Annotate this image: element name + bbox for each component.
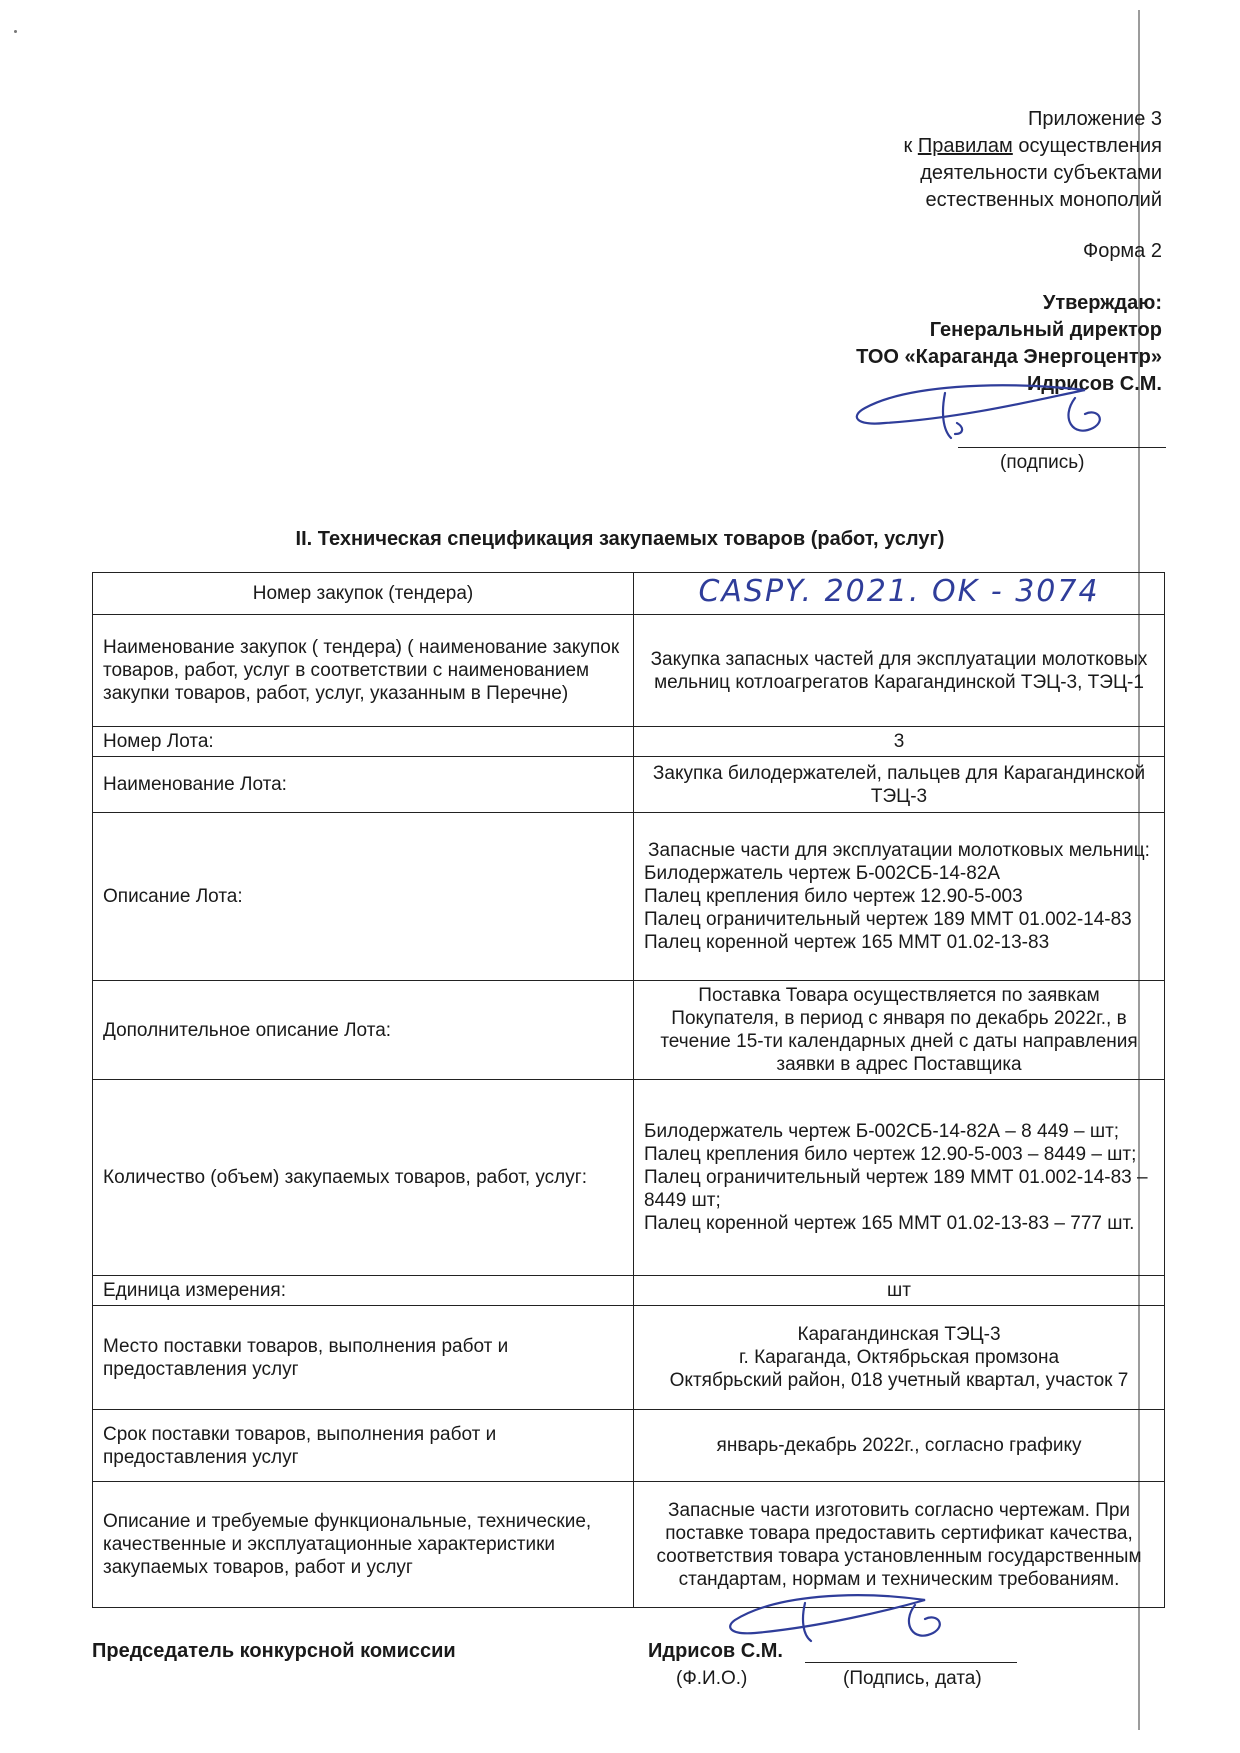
table-row	[93, 573, 1165, 615]
quantity-line: Палец ограничительный чертеж 189 ММТ 01.002-14-83 – 8449 шт;	[644, 1167, 1148, 1211]
table-row	[93, 727, 1165, 757]
chairman-signature-line	[805, 1662, 1017, 1663]
table-row	[93, 1306, 1165, 1410]
approval-line-1: Утверждаю:	[1042, 292, 1162, 314]
delivery-place-line: Октябрьский район, 018 учетный квартал, участок 7	[669, 1370, 1129, 1391]
row-value: Закупка билодержателей, пальцев для Карагандинской ТЭЦ-3	[634, 757, 1165, 813]
row-value	[634, 573, 1165, 615]
document-title: II. Техническая спецификация закупаемых товаров (работ, услуг)	[295, 528, 945, 550]
approval-line-2: Генеральный директор	[929, 319, 1162, 341]
annex-line-3: деятельности субъектами	[920, 162, 1162, 184]
row-label: Наименование закупок ( тендера) ( наименование закупок товаров, работ, услуг в соответствии с наименованием закупки товаров, работ, услуг, указанным в Перечне)	[93, 615, 634, 727]
rules-link: Правилам	[917, 135, 1013, 157]
table-row	[93, 757, 1165, 813]
annex-line-2	[904, 133, 1162, 160]
row-label: Описание и требуемые функциональные, технические, качественные и эксплуатационные характеристики закупаемых товаров, работ и услуг	[93, 1482, 634, 1608]
director-signature	[845, 368, 1145, 468]
row-value	[634, 813, 1165, 981]
row-label: Место поставки товаров, выполнения работ и предоставления услуг	[93, 1306, 634, 1410]
row-value	[634, 1306, 1165, 1410]
row-label: Номер Лота:	[93, 727, 634, 757]
delivery-place-line: Карагандинская ТЭЦ-3	[797, 1324, 1001, 1345]
lot-desc-line: Палец коренной чертеж 165 ММТ 01.02-13-83	[644, 932, 1050, 953]
table-row	[93, 1276, 1165, 1306]
delivery-place-line: г. Караганда, Октябрьская промзона	[738, 1347, 1060, 1368]
tender-number-handwritten: CASPY. 2021. OK - 3074	[698, 574, 1100, 609]
table-row	[93, 981, 1165, 1080]
table-row	[93, 1410, 1165, 1482]
form-number: Форма 2	[1082, 240, 1162, 262]
annex-header	[904, 106, 1162, 214]
row-label: Наименование Лота:	[93, 757, 634, 813]
row-value: Закупка запасных частей для эксплуатации молотковых мельниц котлоагрегатов Карагандинской ТЭЦ-3, ТЭЦ-1	[634, 615, 1165, 727]
annex-line-1: Приложение 3	[1028, 108, 1162, 130]
row-label: Дополнительное описание Лота:	[93, 981, 634, 1080]
table-row	[93, 813, 1165, 981]
chairman-title: Председатель конкурсной комиссии	[92, 1640, 456, 1662]
row-value: шт	[634, 1276, 1165, 1306]
annex-line-4: естественных монополий	[925, 189, 1162, 211]
row-value: Поставка Товара осуществляется по заявкам Покупателя, в период с января по декабрь 2022г., в течение 15-ти календарных дней с даты направления заявки в адрес Поставщика	[634, 981, 1165, 1080]
lot-desc-line: Палец ограничительный чертеж 189 ММТ 01.002-14-83	[644, 909, 1132, 930]
table-row	[93, 1080, 1165, 1276]
row-value: 3	[634, 727, 1165, 757]
approval-line-3: ТОО «Караганда Энергоцентр»	[856, 346, 1162, 368]
row-value: январь-декабрь 2022г., согласно графику	[634, 1410, 1165, 1482]
signature-date-caption: (Подпись, дата)	[843, 1668, 982, 1689]
quantity-line: Билодержатель чертеж Б-002СБ-14-82А – 8 449 – шт;	[644, 1121, 1120, 1142]
chairman-name: Идрисов С.М.	[648, 1640, 783, 1662]
row-label: Единица измерения:	[93, 1276, 634, 1306]
signature-caption: (подпись)	[1000, 452, 1085, 473]
scan-speck	[14, 30, 17, 33]
row-value: Запасные части изготовить согласно чертежам. При поставке товара предоставить сертификат качества, соответствия товара установленным государственным стандартам, нормам и техническим требованиям.	[634, 1482, 1165, 1608]
annex-line-2-prefix: к	[903, 135, 918, 157]
approval-line-4: Идрисов С.М.	[1027, 373, 1162, 395]
quantity-line: Палец коренной чертеж 165 ММТ 01.02-13-83 – 777 шт.	[644, 1213, 1135, 1234]
director-signature-line	[958, 447, 1166, 448]
specification-table	[92, 572, 1165, 1608]
row-label: Количество (объем) закупаемых товаров, работ, услуг:	[93, 1080, 634, 1276]
table-row	[93, 1482, 1165, 1608]
lot-desc-line: Билодержатель чертеж Б-002СБ-14-82А	[644, 863, 1001, 884]
annex-line-2-suffix: осуществления	[1012, 135, 1162, 157]
lot-desc-line: Палец крепления било чертеж 12.90-5-003	[644, 886, 1023, 907]
quantity-line: Палец крепления било чертеж 12.90-5-003 – 8449 – шт;	[644, 1144, 1137, 1165]
fio-caption: (Ф.И.О.)	[676, 1668, 748, 1689]
row-label: Описание Лота:	[93, 813, 634, 981]
row-value	[634, 1080, 1165, 1276]
lot-desc-line: Запасные части для эксплуатации молотковых мельниц:	[648, 840, 1150, 861]
row-label: Номер закупок (тендера)	[93, 573, 634, 615]
row-label: Срок поставки товаров, выполнения работ и предоставления услуг	[93, 1410, 634, 1482]
table-row	[93, 615, 1165, 727]
